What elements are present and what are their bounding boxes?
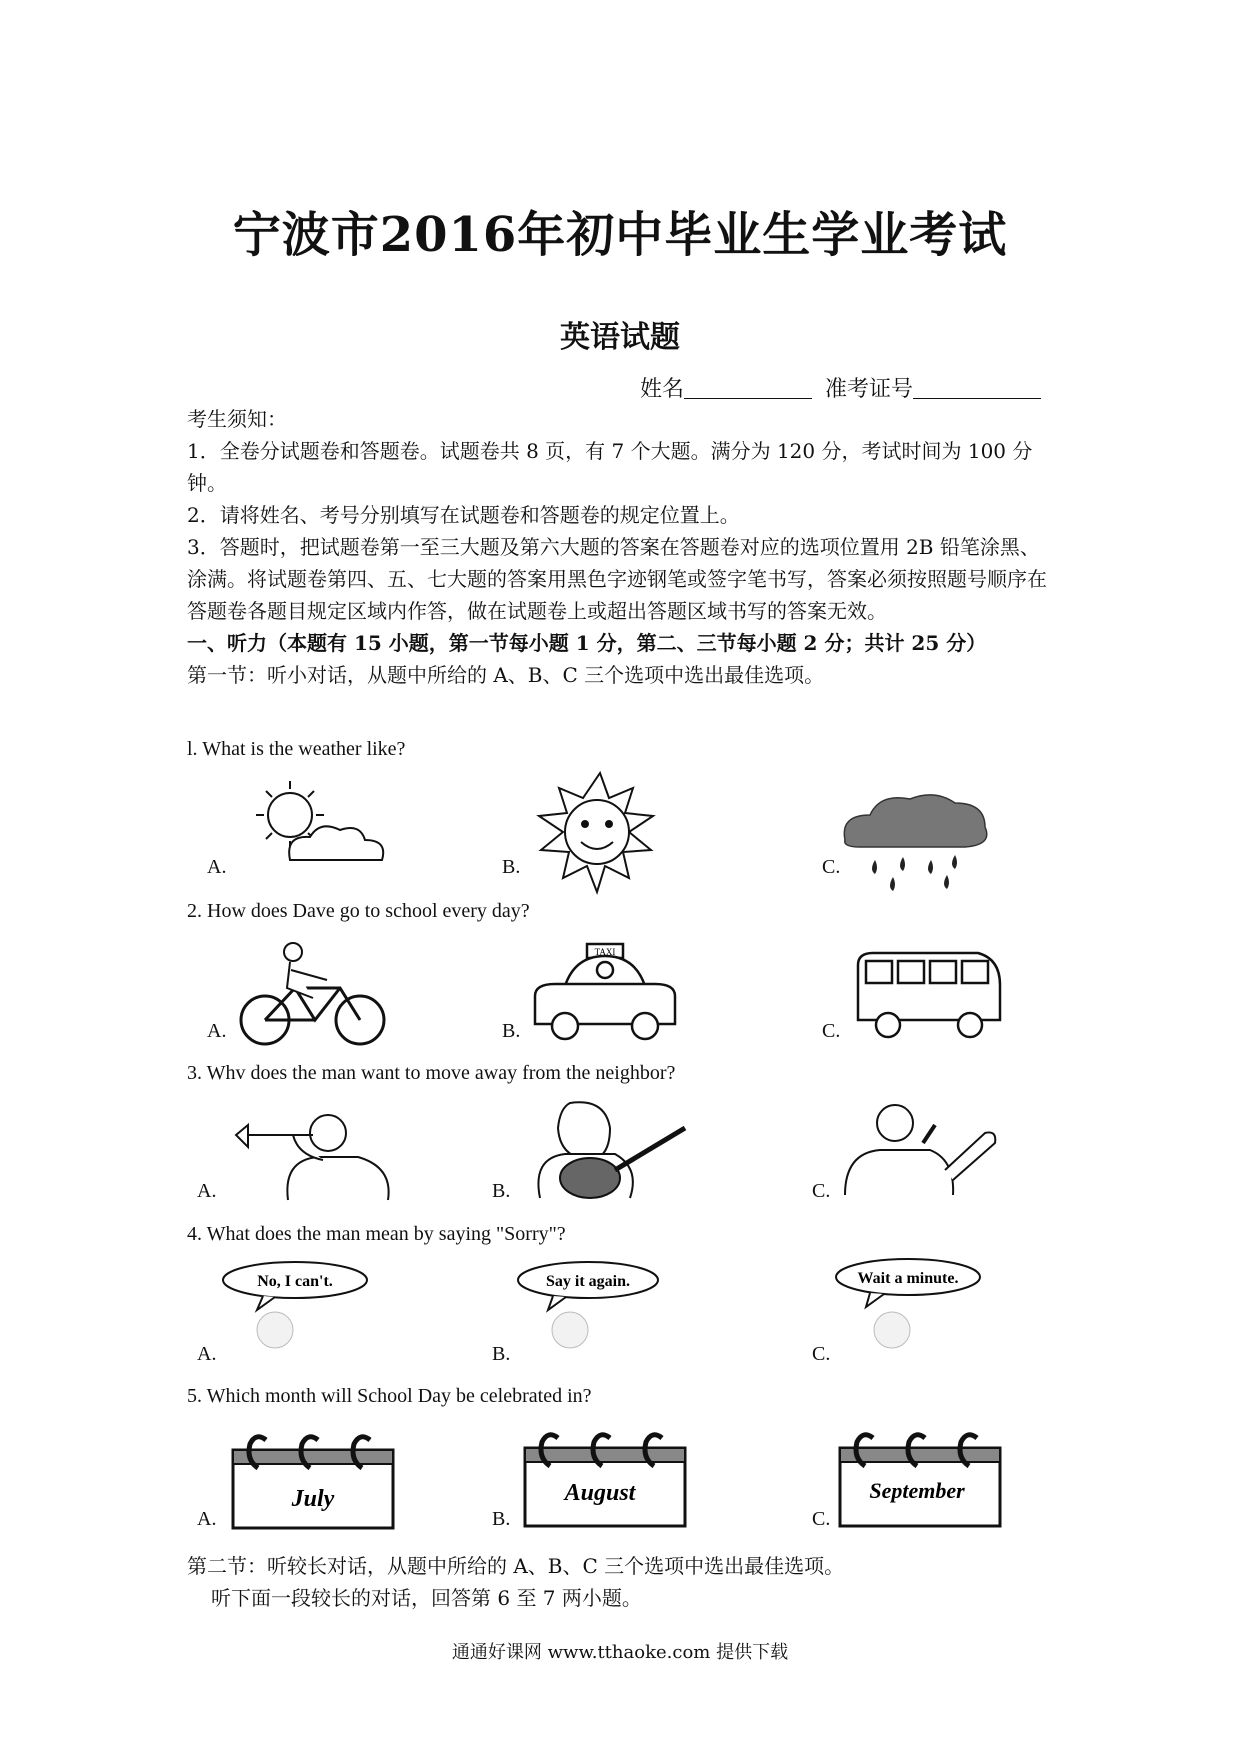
speech-bubble-b xyxy=(508,1258,668,1358)
page-subtitle: 英语试题 xyxy=(560,320,680,355)
question-5: 5. Which month will School Day be celebrated in? xyxy=(187,1385,592,1407)
calendar-icon-c xyxy=(835,1428,1005,1528)
instruction-item-2: 2．请将姓名、考号分别填写在试题卷和答题卷的规定位置上。 xyxy=(187,503,740,527)
q4-option-c[interactable]: C. xyxy=(812,1343,831,1365)
instructions-heading: 考生须知： xyxy=(187,407,287,431)
question-4: 4. What does the man mean by saying "Sorry"? xyxy=(187,1223,566,1245)
page-footer: 通通好课网 www.tthaoke.com 提供下载 xyxy=(451,1642,789,1663)
instructions xyxy=(187,403,1057,691)
name-label: 姓名 xyxy=(640,377,685,402)
q5-option-b[interactable]: B. xyxy=(492,1508,511,1530)
sun-cloud-icon xyxy=(230,775,400,875)
speech-bubble-a xyxy=(215,1258,375,1358)
q2-option-c[interactable]: C. xyxy=(822,1020,841,1042)
q3-option-c[interactable]: C. xyxy=(812,1180,831,1202)
instruction-item-3: 3．答题时，把试题卷第一至三大题及第六大题的答案在答题卷对应的选项位置用 2B 铅笔涂黑、涂满。将试题卷第四、五、七大题的答案用黑色字迹钢笔或签字笔书写，答案必须按照题号顺序在答题卷各题目规定区域内作答，做在试题卷上或超出答题区域书写的答案无效。 xyxy=(187,535,1047,623)
bubble-text-a: No, I can't. xyxy=(257,1273,333,1290)
q4-option-a[interactable]: A. xyxy=(197,1343,217,1365)
calendar-icon-a xyxy=(228,1430,398,1530)
section1-part2-note: 听下面一段较长的对话，回答第 6 至 7 两小题。 xyxy=(211,1586,642,1610)
q1-option-b[interactable]: B. xyxy=(502,856,521,878)
q4-option-b[interactable]: B. xyxy=(492,1343,511,1365)
q5-option-c[interactable]: C. xyxy=(812,1508,831,1530)
calendar-month-b: August xyxy=(564,1480,636,1506)
section1-part1: 第一节：听小对话，从题中所给的 A、B、C 三个选项中选出最佳选项。 xyxy=(187,663,825,687)
question-3: 3. Whv does the man want to move away from the neighbor? xyxy=(187,1062,676,1084)
q1-option-c[interactable]: C. xyxy=(822,856,841,878)
section1-heading: 一、听力（本题有 15 小题，第一节每小题 1 分，第二、三节每小题 2 分；共计 25 分） xyxy=(187,631,987,655)
speech-bubble-c xyxy=(830,1255,990,1355)
svg-text:TAXI: TAXI xyxy=(594,947,616,957)
section1-part2-block xyxy=(187,1550,1057,1614)
section1-part2: 第二节：听较长对话，从题中所给的 A、B、C 三个选项中选出最佳选项。 xyxy=(187,1554,845,1578)
q2-option-b[interactable]: B. xyxy=(502,1020,521,1042)
page-title: 宁波市2016年初中毕业生学业考试 xyxy=(232,207,1008,263)
name-blank[interactable] xyxy=(684,378,812,399)
exam-no-blank[interactable] xyxy=(913,378,1041,399)
bubble-text-c: Wait a minute. xyxy=(857,1270,959,1287)
rain-cloud-icon xyxy=(835,785,995,895)
calendar-icon-b xyxy=(520,1428,690,1528)
q3-option-b[interactable]: B. xyxy=(492,1180,511,1202)
bubble-text-b: Say it again. xyxy=(545,1273,631,1290)
question-1: l. What is the weather like? xyxy=(187,738,406,760)
calendar-month-c: September xyxy=(869,1478,965,1503)
trumpet-player-icon xyxy=(228,1105,398,1205)
calendar-month-a: July xyxy=(291,1486,335,1512)
instruction-item-1: 1．全卷分试题卷和答题卷。试题卷共 8 页，有 7 个大题。满分为 120 分，考试时间为 100 分钟。 xyxy=(187,439,1033,495)
singer-icon xyxy=(835,1095,1005,1205)
guitar-player-icon xyxy=(520,1098,690,1208)
q2-option-a[interactable]: A. xyxy=(207,1020,227,1042)
name-row xyxy=(640,372,1047,403)
q5-option-a[interactable]: A. xyxy=(197,1508,217,1530)
bicycle-icon xyxy=(235,940,395,1050)
question-2: 2. How does Dave go to school every day? xyxy=(187,900,530,922)
bus-icon xyxy=(848,945,1008,1045)
exam-no-label: 准考证号 xyxy=(825,377,914,402)
sun-icon xyxy=(525,768,675,898)
q1-option-a[interactable]: A. xyxy=(207,856,227,878)
taxi-icon xyxy=(525,938,685,1048)
q3-option-a[interactable]: A. xyxy=(197,1180,217,1202)
